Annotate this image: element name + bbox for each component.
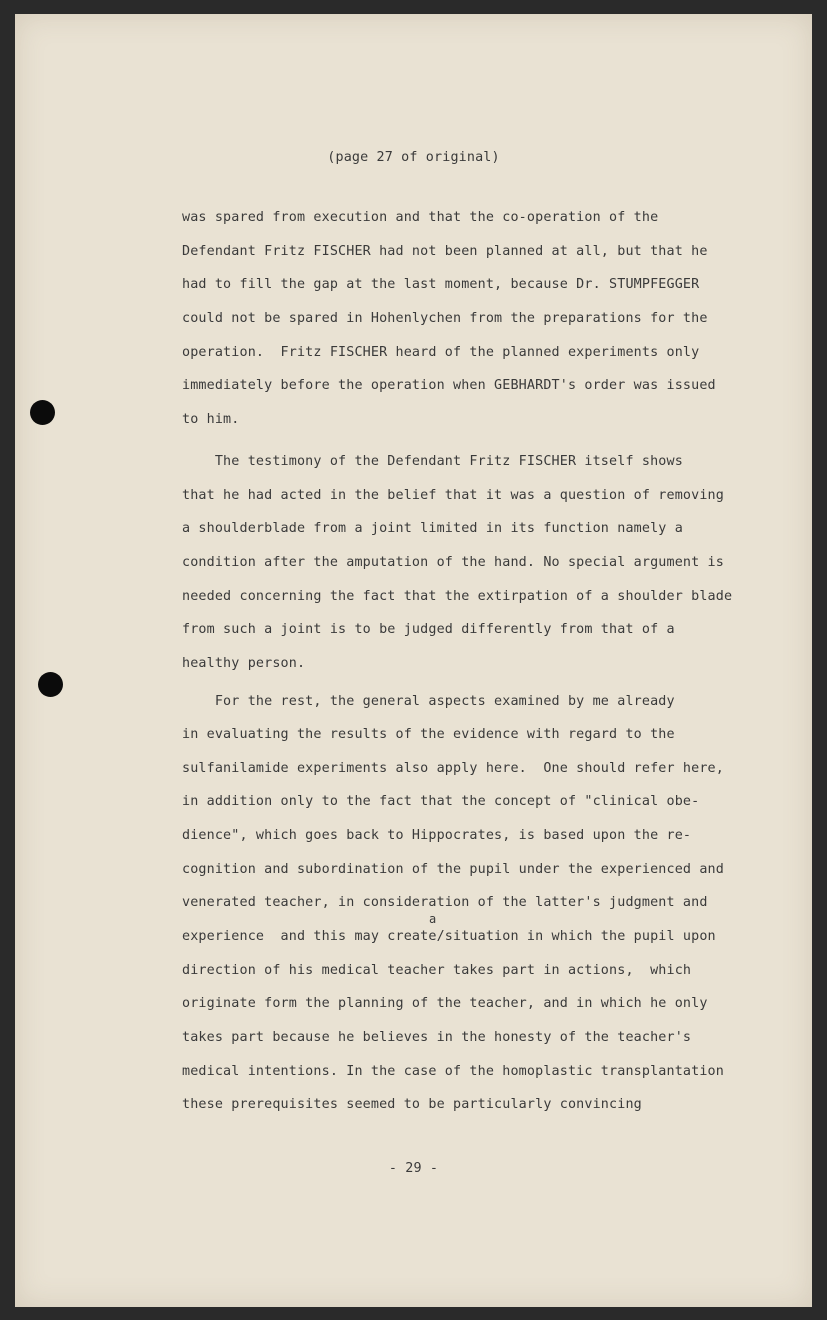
text-line: medical intentions. In the case of the homoplastic transplantation bbox=[182, 1064, 724, 1079]
text-line: direction of his medical teacher takes part in actions, which bbox=[182, 963, 692, 978]
handwritten-insert: a bbox=[429, 912, 437, 926]
text-line: condition after the amputation of the hand. No special argument is bbox=[182, 555, 724, 570]
text-line: healthy person. bbox=[182, 656, 306, 671]
text-line: originate form the planning of the teacher, and in which he only bbox=[182, 996, 708, 1011]
text-line: a shoulderblade from a joint limited in its function namely a bbox=[182, 521, 683, 536]
document-page bbox=[15, 14, 812, 1307]
text-line: The testimony of the Defendant Fritz FISCHER itself shows bbox=[182, 454, 683, 469]
text-line: takes part because he believes in the honesty of the teacher's bbox=[182, 1030, 692, 1045]
punch-hole-bottom bbox=[38, 672, 63, 697]
text-line: that he had acted in the belief that it was a question of removing bbox=[182, 488, 724, 503]
text-line: in evaluating the results of the evidence with regard to the bbox=[182, 727, 675, 742]
text-line: immediately before the operation when GEBHARDT's order was issued bbox=[182, 378, 716, 393]
text-line: was spared from execution and that the co-operation of the bbox=[182, 210, 659, 225]
text-line: could not be spared in Hohenlychen from the preparations for the bbox=[182, 311, 708, 326]
text-line: in addition only to the fact that the concept of "clinical obe- bbox=[182, 794, 700, 809]
text-line: operation. Fritz FISCHER heard of the planned experiments only bbox=[182, 345, 700, 360]
text-line: from such a joint is to be judged differently from that of a bbox=[182, 622, 675, 637]
text-line: these prerequisites seemed to be particularly convincing bbox=[182, 1097, 642, 1112]
text-line: dience", which goes back to Hippocrates, is based upon the re- bbox=[182, 828, 692, 843]
page-number: - 29 - bbox=[388, 1161, 439, 1176]
page-header: (page 27 of original) bbox=[327, 150, 500, 165]
text-line: sulfanilamide experiments also apply here. One should refer here, bbox=[182, 761, 724, 776]
text-line: For the rest, the general aspects examined by me already bbox=[182, 694, 675, 709]
text-line: Defendant Fritz FISCHER had not been planned at all, but that he bbox=[182, 244, 708, 259]
text-line: needed concerning the fact that the extirpation of a shoulder blade bbox=[182, 589, 733, 604]
text-line: had to fill the gap at the last moment, because Dr. STUMPFEGGER bbox=[182, 277, 700, 292]
text-line: to him. bbox=[182, 412, 240, 427]
text-line: experience and this may create/situation in which the pupil upon bbox=[182, 929, 716, 944]
text-line: cognition and subordination of the pupil under the experienced and bbox=[182, 862, 724, 877]
text-line: venerated teacher, in consideration of the latter's judgment and bbox=[182, 895, 708, 910]
punch-hole-top bbox=[30, 400, 55, 425]
